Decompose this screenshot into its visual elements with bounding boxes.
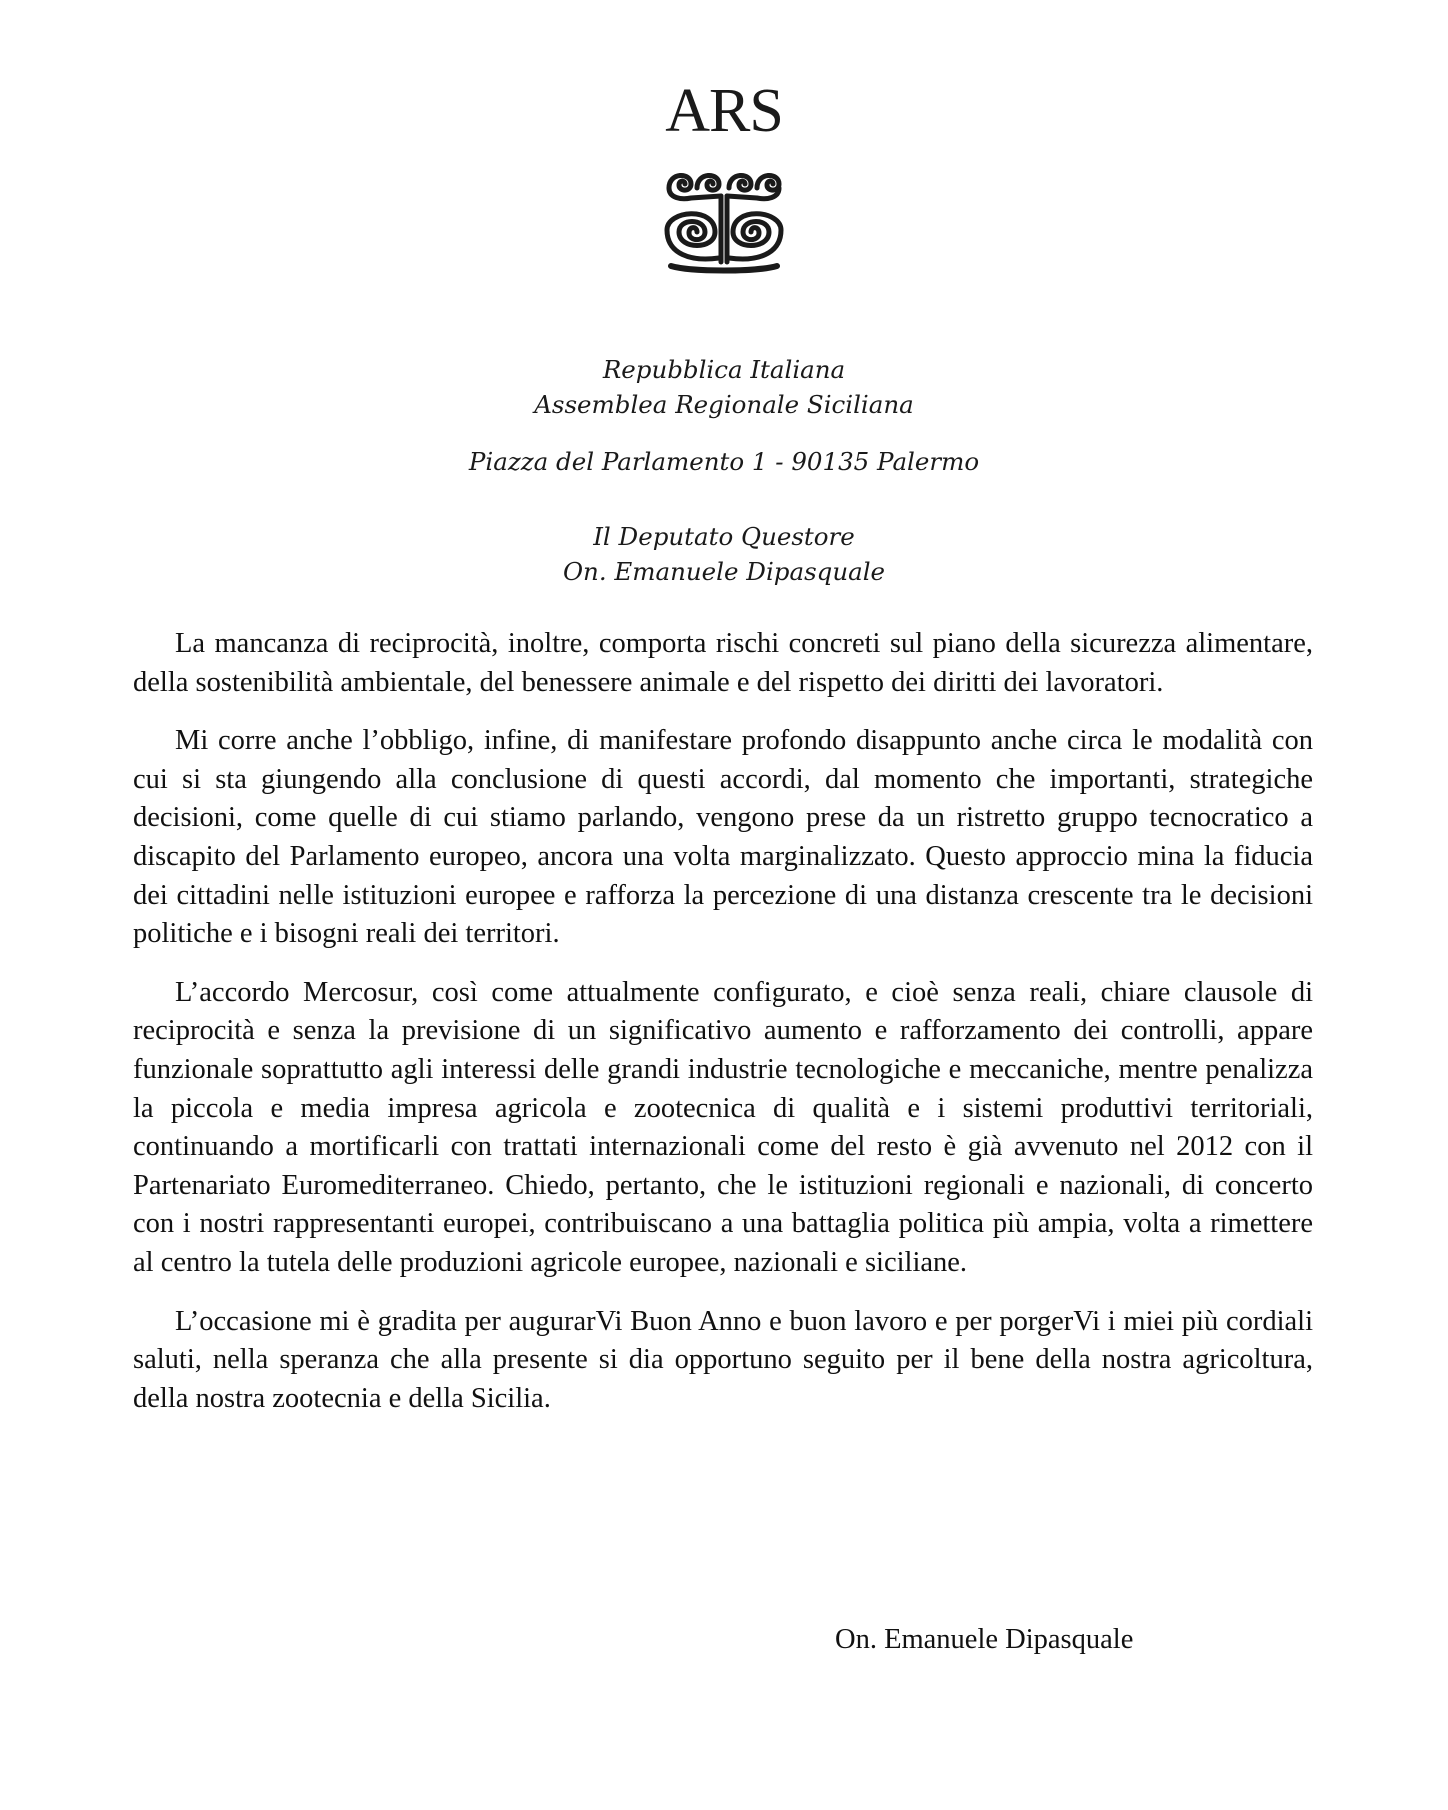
header-country: Repubblica Italiana xyxy=(602,355,846,384)
paragraph: L’accordo Mercosur, così come attualmente configurato, e cioè senza reali, chiare clausole di reciprocità e senza la previsione di un significativo aumento e rafforzamento dei controlli, appare funzionale soprattutto agli interessi delle grandi industrie tecnologiche e meccaniche, mentre penalizza la piccola e media impresa agricola e zootecnica di qualità e i sistemi produttivi territoriali, continuando a mortificarli con trattati internazionali come del resto è già avvenuto nel 2012 con il Partenariato Euromediterraneo. Chiedo, pertanto, che le istituzioni regionali e nazionali, di concerto con i nostri rappresentanti europei, contribuiscano a una battaglia politica più ampia, volta a rimettere al centro la tutela delle produzioni agricole europee, nazionali e siciliane. xyxy=(133,976,1313,1278)
trinacria-spiral-emblem-icon xyxy=(661,158,787,276)
header-author: On. Emanuele Dipasquale xyxy=(562,557,886,586)
signature: On. Emanuele Dipasquale xyxy=(835,1624,1134,1655)
paragraph: Mi corre anche l’obbligo, infine, di manifestare profondo disappunto anche circa le modalità con cui si sta giungendo alla conclusione di questi accordi, dal momento che importanti, strategiche decisioni, come quelle di cui stiamo parlando, vengono prese da un ristretto gruppo tecnocratico a discapito del Parlamento europeo, ancora una volta marginalizzato. Questo approccio mina la fiducia dei cittadini nelle istituzioni europee e rafforza la percezione di una distanza crescente tra le decisioni politiche e i bisogni reali dei territori. xyxy=(133,725,1313,950)
header-role: Il Deputato Questore xyxy=(593,522,855,551)
letterhead-header xyxy=(0,352,1448,589)
ars-logo-text: ARS xyxy=(665,77,783,145)
letterhead-logo xyxy=(0,78,1448,276)
header-assembly: Assemblea Regionale Siciliana xyxy=(534,390,914,419)
header-address: Piazza del Parlamento 1 - 90135 Palermo xyxy=(468,447,980,476)
letter-body xyxy=(133,625,1313,1438)
paragraph: La mancanza di reciprocità, inoltre, comporta rischi concreti sul piano della sicurezza alimentare, della sostenibilità ambientale, del benessere animale e del rispetto dei diritti dei lavoratori. xyxy=(133,628,1313,698)
paragraph: L’occasione mi è gradita per augurarVi Buon Anno e buon lavoro e per porgerVi i miei più cordiali saluti, nella speranza che alla presente si dia opportuno seguito per il bene della nostra agricoltura, della nostra zootecnia e della Sicilia. xyxy=(133,1305,1313,1414)
